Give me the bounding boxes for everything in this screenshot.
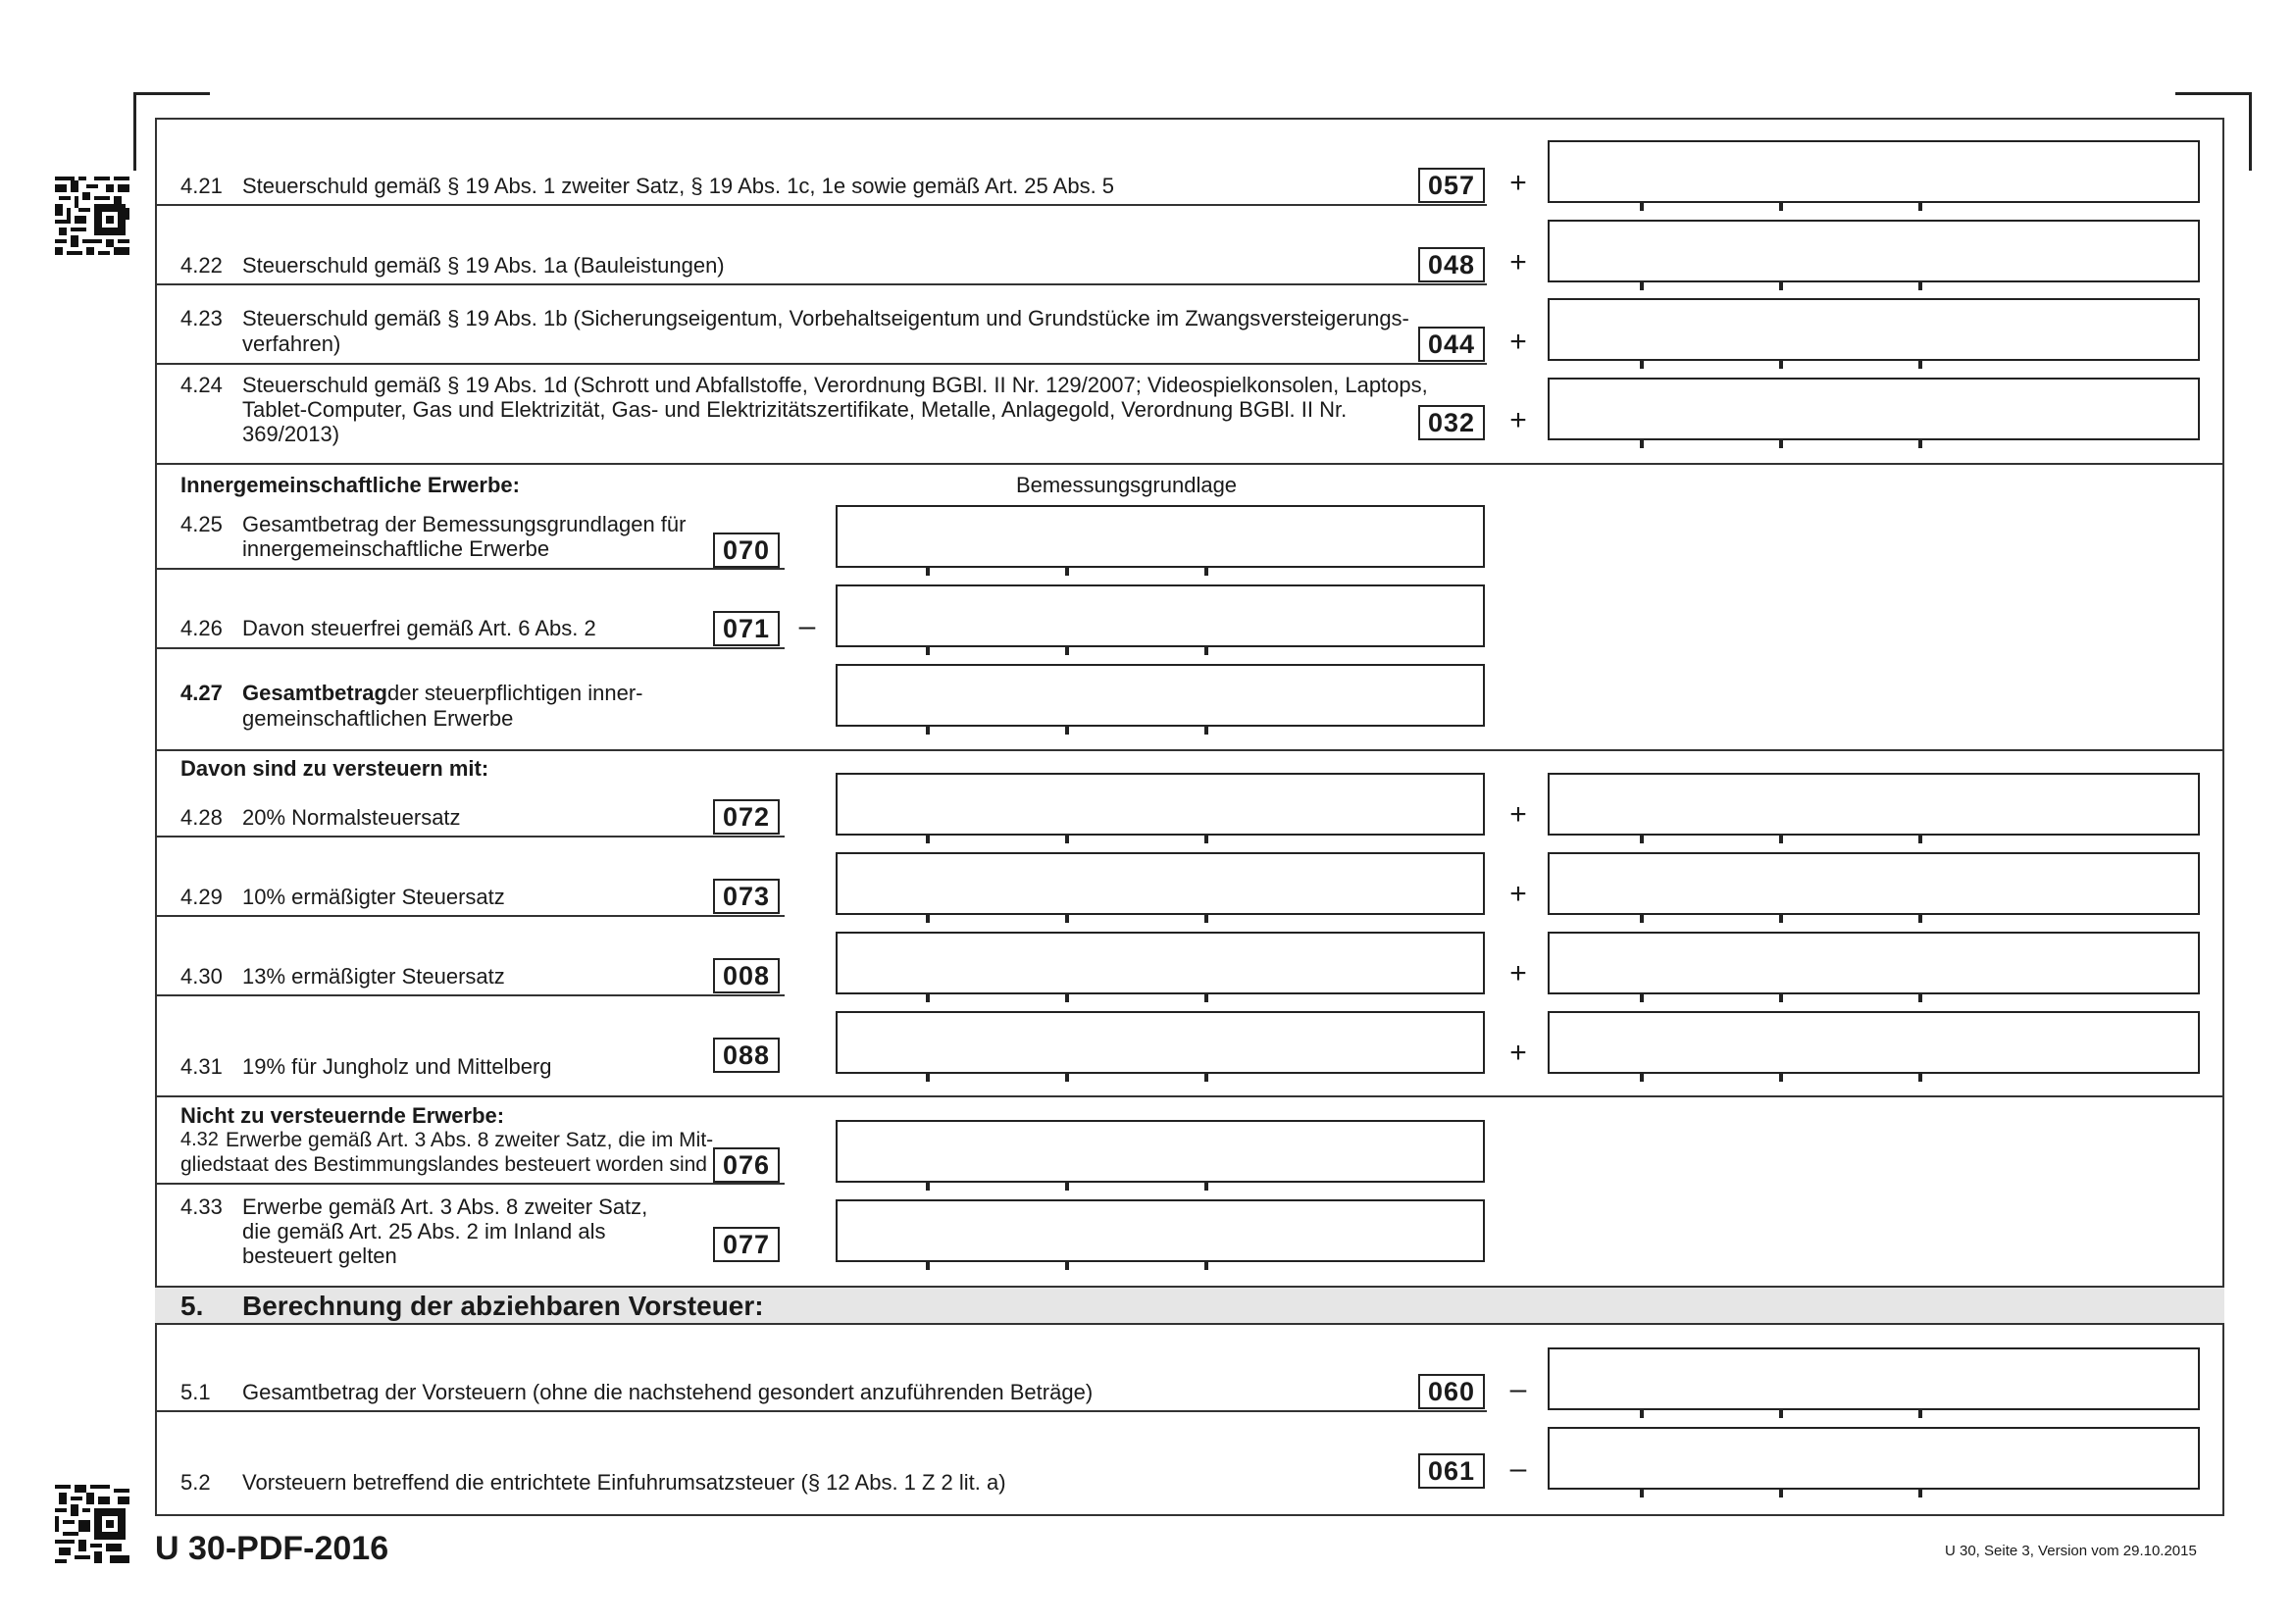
code-box-076: 076 bbox=[713, 1147, 780, 1183]
separator-tick bbox=[1918, 201, 1922, 211]
separator-tick bbox=[1065, 834, 1069, 843]
row-number: 4.31 bbox=[180, 1054, 223, 1079]
row-number: 4.29 bbox=[180, 885, 223, 909]
row-label: Vorsteuern betreffend die entrichtete Einfuhrumsatzsteuer (§ 12 Abs. 1 Z 2 lit. a) bbox=[242, 1470, 1006, 1495]
minus-sign: – bbox=[1509, 1373, 1527, 1405]
basis-field-072[interactable] bbox=[836, 773, 1485, 836]
section-heading-innergemeinschaftlich: Innergemeinschaftliche Erwerbe: bbox=[180, 473, 520, 497]
row-number: 4.27 bbox=[180, 681, 223, 705]
basis-field-008[interactable] bbox=[836, 932, 1485, 994]
separator-tick bbox=[1204, 645, 1208, 655]
tax-field-008[interactable] bbox=[1548, 932, 2200, 994]
tax-field-073[interactable] bbox=[1548, 852, 2200, 915]
code-box-048: 048 bbox=[1418, 247, 1485, 282]
row-label: 19% für Jungholz und Mittelberg bbox=[242, 1054, 552, 1079]
separator-tick bbox=[1779, 992, 1783, 1002]
code-box-060: 060 bbox=[1418, 1374, 1485, 1409]
crop-mark-top-left-v bbox=[133, 92, 136, 171]
separator-tick bbox=[1640, 359, 1644, 369]
amount-field-061[interactable] bbox=[1548, 1427, 2200, 1490]
separator-tick bbox=[1918, 992, 1922, 1002]
row-label-line1: der steuerpflichtigen inner- bbox=[387, 681, 643, 705]
row-label-bold: Gesamtbetrag bbox=[242, 681, 387, 705]
separator-tick bbox=[1065, 913, 1069, 923]
separator-tick bbox=[1918, 280, 1922, 290]
row-label: Gesamtbetrag der Vorsteuern (ohne die nachstehend gesondert anzuführenden Beträge) bbox=[242, 1380, 1094, 1404]
section-divider bbox=[155, 463, 2224, 465]
crop-mark-top-left-h bbox=[133, 92, 210, 95]
separator-tick bbox=[926, 1181, 930, 1191]
row-label-line1: Steuerschuld gemäß § 19 Abs. 1d (Schrott und Abfallstoffe, Verordnung BGBl. II Nr. 129/2007; Videospielkonsolen, Laptops, bbox=[242, 373, 1428, 397]
code-box-061: 061 bbox=[1418, 1453, 1485, 1489]
row-number: 5.2 bbox=[180, 1470, 211, 1495]
separator-tick bbox=[1065, 645, 1069, 655]
plus-sign: + bbox=[1509, 878, 1527, 910]
qr-code-bottom-icon bbox=[55, 1485, 129, 1563]
separator-tick bbox=[1204, 1260, 1208, 1270]
separator-tick bbox=[1918, 1488, 1922, 1497]
row-label: 10% ermäßigter Steuersatz bbox=[242, 885, 505, 909]
plus-sign: + bbox=[1509, 1037, 1527, 1069]
separator-tick bbox=[1918, 438, 1922, 448]
minus-sign: – bbox=[798, 610, 816, 642]
plus-sign: + bbox=[1509, 798, 1527, 831]
separator-tick bbox=[1779, 359, 1783, 369]
separator-tick bbox=[926, 645, 930, 655]
row-divider bbox=[155, 363, 1487, 365]
separator-tick bbox=[1640, 1072, 1644, 1082]
plus-sign: + bbox=[1509, 957, 1527, 990]
separator-tick bbox=[1918, 1072, 1922, 1082]
tax-field-072[interactable] bbox=[1548, 773, 2200, 836]
minus-sign: – bbox=[1509, 1452, 1527, 1485]
tax-field-088[interactable] bbox=[1548, 1011, 2200, 1074]
code-box-032: 032 bbox=[1418, 405, 1485, 440]
separator-tick bbox=[1204, 1072, 1208, 1082]
separator-tick bbox=[1779, 1408, 1783, 1418]
separator-tick bbox=[1204, 992, 1208, 1002]
row-label-line2: die gemäß Art. 25 Abs. 2 im Inland als bbox=[242, 1219, 606, 1243]
separator-tick bbox=[1065, 725, 1069, 735]
row-number: 5.1 bbox=[180, 1380, 211, 1404]
section-divider bbox=[155, 1095, 2224, 1097]
plus-sign: + bbox=[1509, 404, 1527, 436]
basis-field-071[interactable] bbox=[836, 584, 1485, 647]
row-number: 4.24 bbox=[180, 373, 223, 397]
amount-field-048[interactable] bbox=[1548, 220, 2200, 282]
code-box-071: 071 bbox=[713, 611, 780, 646]
separator-tick bbox=[1779, 438, 1783, 448]
row-divider bbox=[155, 915, 785, 917]
amount-field-060[interactable] bbox=[1548, 1347, 2200, 1410]
separator-tick bbox=[1779, 1488, 1783, 1497]
separator-tick bbox=[1779, 913, 1783, 923]
row-number: 4.28 bbox=[180, 805, 223, 830]
row-number: 4.21 bbox=[180, 174, 223, 198]
separator-tick bbox=[1918, 913, 1922, 923]
row-label-line2: gliedstaat des Bestimmungslandes besteuert worden sind bbox=[180, 1153, 707, 1176]
code-box-077: 077 bbox=[713, 1227, 780, 1262]
separator-tick bbox=[1918, 1408, 1922, 1418]
basis-field-070[interactable] bbox=[836, 505, 1485, 568]
row-divider bbox=[155, 1183, 785, 1185]
separator-tick bbox=[1065, 992, 1069, 1002]
separator-tick bbox=[1640, 1488, 1644, 1497]
separator-tick bbox=[1779, 280, 1783, 290]
row-label-line1: Gesamtbetrag der Bemessungsgrundlagen für bbox=[242, 512, 687, 536]
crop-mark-top-right-v bbox=[2249, 92, 2252, 171]
plus-sign: + bbox=[1509, 246, 1527, 279]
row-number: 4.25 bbox=[180, 512, 223, 536]
separator-tick bbox=[1204, 913, 1208, 923]
section-5-title: Berechnung der abziehbaren Vorsteuer: bbox=[242, 1291, 764, 1321]
separator-tick bbox=[926, 992, 930, 1002]
row-label-line1: Steuerschuld gemäß § 19 Abs. 1b (Sicherungseigentum, Vorbehaltseigentum und Grundstücke im Zwangsversteigerungs- bbox=[242, 306, 1409, 330]
row-label-line1: Erwerbe gemäß Art. 3 Abs. 8 zweiter Satz, die im Mit- bbox=[226, 1129, 714, 1151]
row-label-line2: Tablet-Computer, Gas und Elektrizität, Gas- und Elektrizitätszertifikate, Metalle, Anlagegold, Verordnung BGBl. II Nr. bbox=[242, 397, 1348, 422]
plus-sign: + bbox=[1509, 326, 1527, 358]
row-label-line2: innergemeinschaftliche Erwerbe bbox=[242, 536, 550, 561]
separator-tick bbox=[1640, 280, 1644, 290]
row-label: Davon steuerfrei gemäß Art. 6 Abs. 2 bbox=[242, 616, 596, 640]
row-divider bbox=[155, 647, 785, 649]
separator-tick bbox=[1640, 438, 1644, 448]
separator-tick bbox=[1204, 725, 1208, 735]
amount-field-044[interactable] bbox=[1548, 298, 2200, 361]
code-box-057: 057 bbox=[1418, 168, 1485, 203]
basis-field-total[interactable] bbox=[836, 664, 1485, 727]
separator-tick bbox=[926, 1260, 930, 1270]
qr-code-top-icon bbox=[55, 177, 129, 255]
section-heading-davon: Davon sind zu versteuern mit: bbox=[180, 756, 489, 781]
separator-tick bbox=[1779, 201, 1783, 211]
form-version: U 30, Seite 3, Version vom 29.10.2015 bbox=[1945, 1543, 2197, 1559]
form-id: U 30-PDF-2016 bbox=[155, 1530, 389, 1567]
separator-tick bbox=[1065, 1260, 1069, 1270]
row-label-line2: verfahren) bbox=[242, 331, 341, 356]
row-divider bbox=[155, 283, 1487, 285]
separator-tick bbox=[1204, 1181, 1208, 1191]
separator-tick bbox=[1640, 913, 1644, 923]
section-5-number: 5. bbox=[180, 1291, 204, 1321]
basis-field-088[interactable] bbox=[836, 1011, 1485, 1074]
column-heading-bemessungsgrundlage: Bemessungsgrundlage bbox=[1016, 473, 1238, 497]
separator-tick bbox=[1640, 1408, 1644, 1418]
row-divider bbox=[155, 836, 785, 837]
row-label-line2: gemeinschaftlichen Erwerbe bbox=[242, 706, 514, 731]
row-number: 4.30 bbox=[180, 964, 223, 989]
crop-mark-top-right-h bbox=[2175, 92, 2252, 95]
code-box-088: 088 bbox=[713, 1038, 780, 1073]
separator-tick bbox=[1640, 834, 1644, 843]
section-divider bbox=[155, 749, 2224, 751]
basis-field-076[interactable] bbox=[836, 1120, 1485, 1183]
separator-tick bbox=[926, 566, 930, 576]
separator-tick bbox=[1640, 201, 1644, 211]
row-divider bbox=[155, 994, 785, 996]
row-number: 4.22 bbox=[180, 253, 223, 278]
basis-field-077[interactable] bbox=[836, 1199, 1485, 1262]
separator-tick bbox=[926, 913, 930, 923]
row-number: 4.33 bbox=[180, 1194, 223, 1219]
basis-field-073[interactable] bbox=[836, 852, 1485, 915]
separator-tick bbox=[1065, 1072, 1069, 1082]
separator-tick bbox=[1065, 1181, 1069, 1191]
separator-tick bbox=[1065, 566, 1069, 576]
amount-field-057[interactable] bbox=[1548, 140, 2200, 203]
code-box-073: 073 bbox=[713, 879, 780, 914]
row-divider bbox=[155, 204, 1487, 206]
row-label-line3: besteuert gelten bbox=[242, 1243, 397, 1268]
row-number: 4.23 bbox=[180, 306, 223, 330]
section-heading-nicht: Nicht zu versteuernde Erwerbe: bbox=[180, 1103, 505, 1128]
row-number: 4.26 bbox=[180, 616, 223, 640]
code-box-070: 070 bbox=[713, 533, 780, 568]
row-label: Steuerschuld gemäß § 19 Abs. 1 zweiter Satz, § 19 Abs. 1c, 1e sowie gemäß Art. 25 Abs. 5 bbox=[242, 174, 1115, 198]
plus-sign: + bbox=[1509, 167, 1527, 199]
row-number: 4.32 bbox=[180, 1129, 219, 1150]
separator-tick bbox=[926, 1072, 930, 1082]
separator-tick bbox=[1918, 834, 1922, 843]
row-label-line3: 369/2013) bbox=[242, 422, 340, 446]
row-label-line1: Erwerbe gemäß Art. 3 Abs. 8 zweiter Satz, bbox=[242, 1194, 648, 1219]
separator-tick bbox=[926, 834, 930, 843]
row-label: 13% ermäßigter Steuersatz bbox=[242, 964, 505, 989]
separator-tick bbox=[1779, 834, 1783, 843]
separator-tick bbox=[1640, 992, 1644, 1002]
separator-tick bbox=[1918, 359, 1922, 369]
row-divider bbox=[155, 568, 785, 570]
amount-field-032[interactable] bbox=[1548, 378, 2200, 440]
code-box-008: 008 bbox=[713, 958, 780, 993]
row-label: 20% Normalsteuersatz bbox=[242, 805, 461, 830]
row-label: Steuerschuld gemäß § 19 Abs. 1a (Bauleistungen) bbox=[242, 253, 725, 278]
code-box-072: 072 bbox=[713, 799, 780, 835]
separator-tick bbox=[1204, 834, 1208, 843]
separator-tick bbox=[1779, 1072, 1783, 1082]
row-divider bbox=[155, 1410, 1487, 1412]
code-box-044: 044 bbox=[1418, 327, 1485, 362]
separator-tick bbox=[926, 725, 930, 735]
separator-tick bbox=[1204, 566, 1208, 576]
